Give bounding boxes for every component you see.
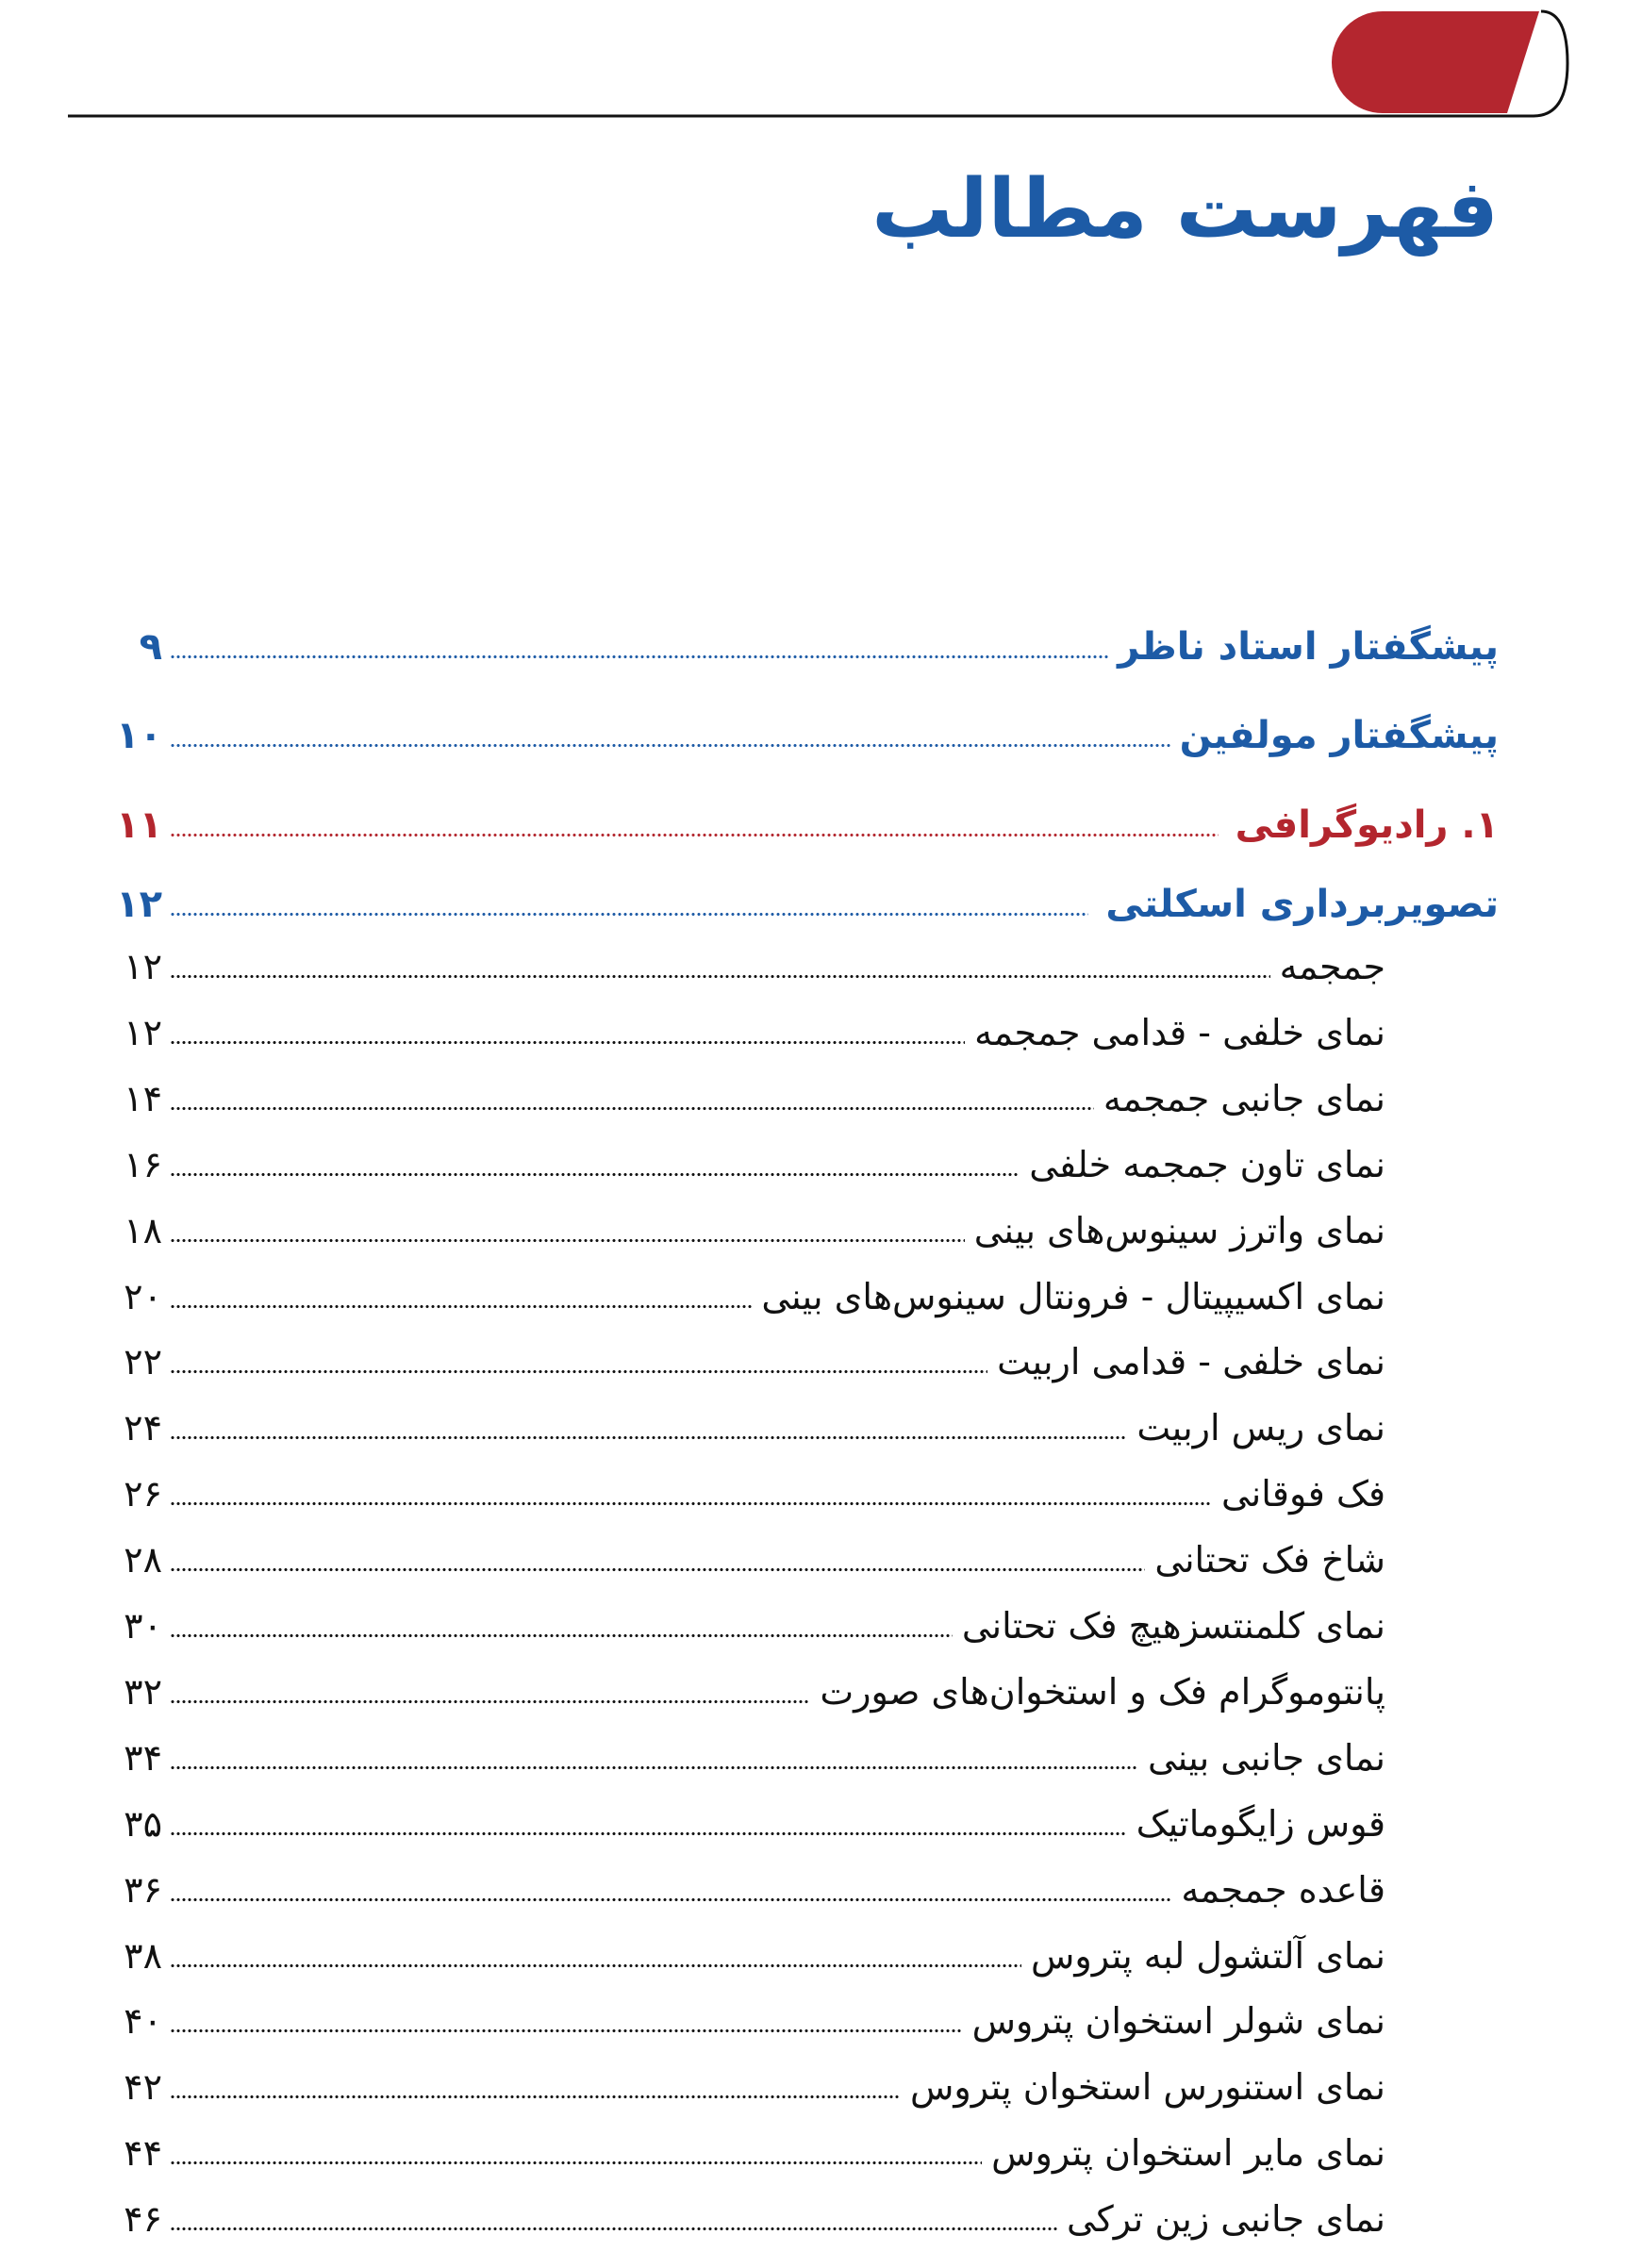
dot-leader	[170, 654, 1108, 659]
toc-page-number: ۱۲	[116, 883, 162, 926]
toc-item-entry	[108, 1664, 1385, 1720]
dot-leader	[170, 1304, 752, 1309]
toc-entry-label: نمای جانبی زین ترکی	[1066, 2198, 1385, 2241]
toc-entry-label: پیشگفتار مولفین	[1179, 714, 1499, 757]
toc-entry-label: ۱. رادیوگرافی	[1235, 803, 1499, 847]
toc-page-number: ۳۲	[124, 1670, 162, 1713]
dot-leader	[170, 1765, 1138, 1770]
toc-page-number: ۲۰	[124, 1275, 162, 1317]
toc-entry-label: نمای آلتشول لبه پتروس	[1030, 1934, 1385, 1977]
toc-page-number: ۱۱	[116, 803, 162, 847]
toc-entry-label: فک فوقانی	[1220, 1473, 1385, 1515]
toc-entry-label: نمای جانبی بینی	[1148, 1736, 1385, 1779]
dot-leader	[170, 2160, 982, 2165]
toc-item-entry	[108, 1465, 1385, 1522]
toc-item-entry	[108, 1598, 1385, 1654]
toc-entry-label: نمای کلمنتسزهیچ فک تحتانی	[961, 1605, 1385, 1647]
toc-entry-label: نمای شولر استخوان پتروس	[971, 2000, 1385, 2043]
toc-entry-label: نمای جانبی جمجمه	[1103, 1077, 1385, 1119]
toc-page-number: ۱۸	[124, 1209, 162, 1251]
toc-item-entry	[108, 2059, 1385, 2115]
toc-item-entry	[108, 1993, 1385, 2049]
dot-leader	[170, 1238, 965, 1243]
toc-item-entry	[108, 1399, 1385, 1456]
dot-leader	[170, 974, 1270, 979]
dot-leader	[170, 1963, 1021, 1968]
toc-front-matter-entry	[108, 619, 1499, 675]
toc-section-entry	[108, 876, 1499, 933]
dot-leader	[170, 912, 1088, 917]
toc-page-number: ۳۸	[124, 1934, 162, 1977]
toc-item-entry	[108, 1136, 1385, 1193]
dot-leader	[170, 1567, 1145, 1572]
toc-item-entry	[108, 1268, 1385, 1325]
toc-page-number: ۱۰	[116, 714, 162, 757]
toc-entry-label: نمای خلفی - قدامی اربیت	[997, 1341, 1385, 1383]
dot-leader	[170, 2227, 1057, 2231]
toc-chapter-entry	[108, 797, 1499, 853]
dot-leader	[170, 1633, 953, 1638]
toc-page-number: ۴۴	[124, 2132, 162, 2175]
toc-entry-label: قاعده جمجمه	[1181, 1868, 1385, 1911]
toc-item-entry	[108, 1796, 1385, 1852]
toc-entry-label: نمای استنورس استخوان پتروس	[909, 2066, 1385, 2109]
toc-item-entry	[108, 1070, 1385, 1127]
toc-page-number: ۳۶	[124, 1868, 162, 1911]
dot-leader	[170, 1040, 965, 1045]
toc-item-entry	[108, 1333, 1385, 1390]
toc-item-entry	[108, 1928, 1385, 1984]
dot-leader	[170, 1699, 810, 1704]
toc-entry-label: نمای مایر استخوان پتروس	[991, 2132, 1385, 2175]
toc-item-entry	[108, 1004, 1385, 1061]
toc-entry-label: جمجمه	[1279, 946, 1385, 987]
toc-item-entry	[108, 1202, 1385, 1259]
dot-leader	[170, 1435, 1127, 1440]
toc-item-entry	[108, 2191, 1385, 2247]
toc-entry-label: پیشگفتار استاد ناظر	[1118, 625, 1499, 669]
toc-entry-label: نمای خلفی - قدامی جمجمه	[974, 1011, 1385, 1053]
dot-leader	[170, 833, 1219, 837]
toc-page-number: ۳۰	[124, 1605, 162, 1647]
toc-entry-label: تصویربرداری اسکلتی	[1105, 883, 1499, 926]
dot-leader	[170, 1831, 1127, 1836]
toc-item-entry	[108, 2125, 1385, 2181]
toc-page-number: ۱۶	[124, 1143, 162, 1185]
toc-entry-label: نمای واترز سینوس‌های بینی	[973, 1209, 1385, 1251]
toc-entry-label: شاخ فک تحتانی	[1154, 1539, 1385, 1581]
toc-item-entry	[108, 938, 1385, 995]
toc-page-number: ۲۴	[124, 1407, 162, 1449]
toc-page-number: ۴۰	[124, 2000, 162, 2043]
dot-leader	[170, 1106, 1094, 1111]
toc-page-number: ۴۶	[124, 2198, 162, 2241]
toc-page-number: ۴۲	[124, 2066, 162, 2109]
dot-leader	[170, 2028, 963, 2033]
toc-item-entry	[108, 1531, 1385, 1588]
toc-entry-label: نمای تاون جمجمه خلفی	[1029, 1143, 1385, 1185]
toc-page-number: ۲۲	[124, 1341, 162, 1383]
dot-leader	[170, 1897, 1171, 1902]
toc-entry-label: نمای ریس اربیت	[1136, 1407, 1385, 1449]
dot-leader	[170, 743, 1170, 748]
toc-page-number: ۲۸	[124, 1539, 162, 1581]
toc-page-number: ۳۵	[124, 1802, 162, 1845]
toc-page-number: ۱۲	[124, 946, 162, 987]
toc-page-number: ۱۲	[124, 1011, 162, 1053]
toc-item-entry	[108, 1862, 1385, 1918]
toc-page-number: ۳۴	[124, 1736, 162, 1779]
dot-leader	[170, 2094, 901, 2099]
toc-entry-label: قوس زایگوماتیک	[1136, 1802, 1385, 1845]
toc-page-number: ۹	[139, 625, 162, 669]
toc-entry-label: پانتوموگرام فک و استخوان‌های صورت	[820, 1670, 1385, 1713]
toc-front-matter-entry	[108, 707, 1499, 764]
dot-leader	[170, 1369, 987, 1374]
dot-leader	[170, 1172, 1020, 1177]
page-title: فهرست مطالب	[871, 162, 1499, 257]
toc-page-number: ۱۴	[124, 1077, 162, 1119]
toc-page-number: ۲۶	[124, 1473, 162, 1515]
toc-entry-label: نمای اکسیپیتال - فرونتال سینوس‌های بینی	[761, 1275, 1385, 1317]
toc-item-entry	[108, 1730, 1385, 1786]
dot-leader	[170, 1501, 1212, 1506]
